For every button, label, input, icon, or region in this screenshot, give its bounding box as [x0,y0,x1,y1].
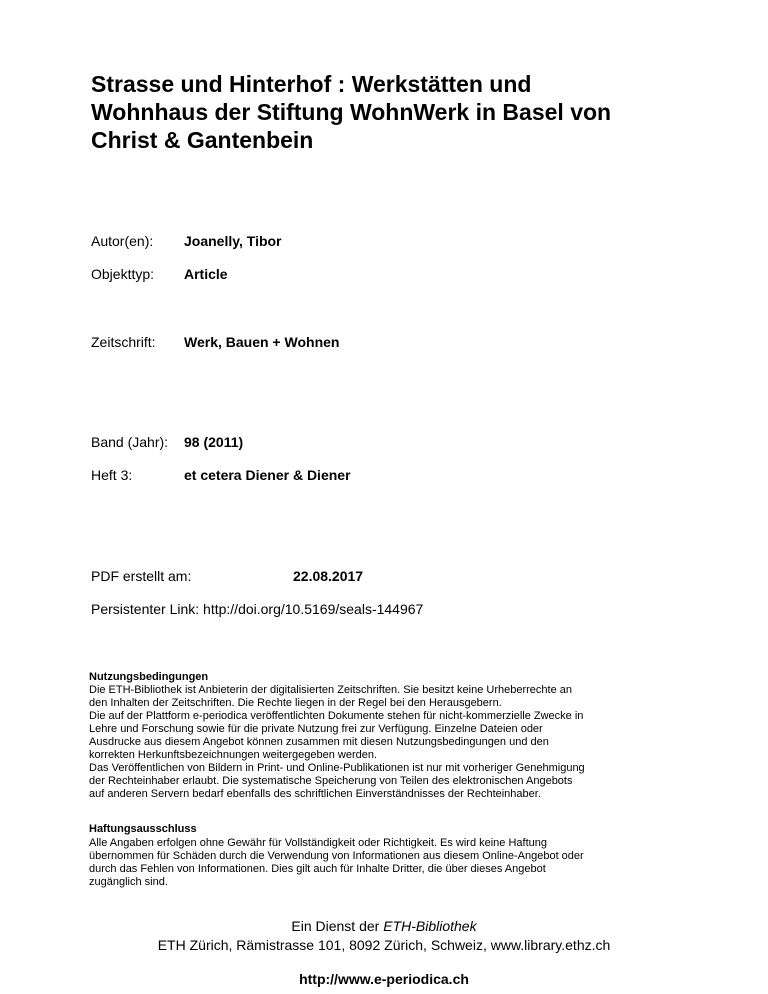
terms-line: Lehre und Forschung sowie für die private Nutzung frei zur Verfügung. Einzelne Dateien oder [89,723,543,735]
persistent-link[interactable]: Persistenter Link: http://doi.org/10.5169/seals-144967 [91,601,424,617]
liability-line: zugänglich sind. [89,876,168,888]
title-line: Strasse und Hinterhof : Werkstätten und [91,71,532,97]
journal-value: Werk, Bauen + Wohnen [184,334,340,350]
terms-line: Die ETH-Bibliothek ist Anbieterin der digitalisierten Zeitschriften. Sie besitzt keine Urheberrechte an [89,684,573,696]
document-title [91,70,711,154]
terms-line: den Inhalten der Zeitschriften. Die Rechte liegen in der Regel bei den Herausgebern. [89,697,502,709]
footer-service-prefix: Ein Dienst der [291,918,384,934]
volume-value: 98 (2011) [184,434,244,450]
terms-line: auf anderen Servern bedarf ebenfalls des schriftlichen Einverständnisses der Rechteinhaber. [89,788,541,800]
terms-line: Die auf der Plattform e-periodica veröffentlichten Dokumente stehen für nicht-kommerzielle Zwecke in [89,710,584,722]
author-value: Joanelly, Tibor [184,233,282,249]
liability-line: Alle Angaben erfolgen ohne Gewähr für Vollständigkeit oder Richtigkeit. Es wird keine Haftung [89,837,547,849]
footer-service-name: ETH-Bibliothek [383,918,477,934]
title-line: Wohnhaus der Stiftung WohnWerk in Basel von [91,99,612,125]
pdf-created-value: 22.08.2017 [293,568,364,584]
liability-disclaimer [89,823,689,889]
liability-heading: Haftungsausschluss [89,823,197,835]
issue-label: Heft 3: [91,467,133,483]
terms-line: Das Veröffentlichen von Bildern in Print- und Online-Publikationen ist nur mit vorheriger Genehmigung [89,762,585,774]
issue-value: et cetera Diener & Diener [184,467,351,483]
liability-line: übernommen für Schäden durch die Verwendung von Informationen aus diesem Online-Angebot oder [89,850,584,862]
volume-label: Band (Jahr): [91,434,169,450]
type-label: Objekttyp: [91,266,155,282]
terms-of-use [89,671,689,801]
liability-line: durch das Fehlen von Informationen. Dies gilt auch für Inhalte Dritter, die über dieses Angebot [89,863,546,875]
journal-label: Zeitschrift: [91,334,156,350]
footer-url-link[interactable]: http://www.e-periodica.ch [299,971,469,987]
terms-line: der Rechteinhaber erlaubt. Die systematische Speicherung von Teilen des elektronischen Angebots [89,775,573,787]
terms-line: korrekten Herkunftsbezeichnungen weitergegeben werden. [89,749,378,761]
footer-service [0,918,768,935]
author-label: Autor(en): [91,233,154,249]
type-value: Article [184,266,228,282]
title-line: Christ & Gantenbein [91,127,314,153]
pdf-created-label: PDF erstellt am: [91,568,192,584]
footer-address: ETH Zürich, Rämistrasse 101, 8092 Zürich, Schweiz, www.library.ethz.ch [157,937,611,953]
terms-line: Ausdrucke aus diesem Angebot können zusammen mit diesen Nutzungsbedingungen und den [89,736,549,748]
terms-heading: Nutzungsbedingungen [89,671,209,683]
footer-url-container [0,971,768,988]
